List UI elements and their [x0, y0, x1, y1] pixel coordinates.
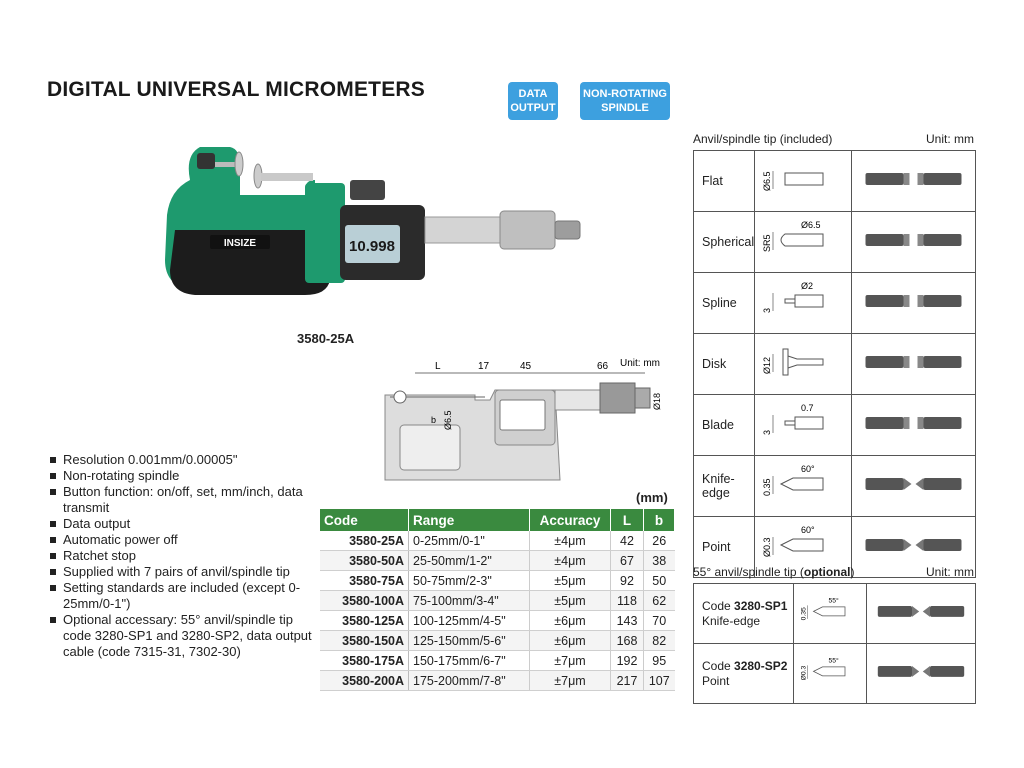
col-range: Range: [409, 509, 530, 531]
tip-name: Disk: [694, 334, 755, 395]
model-label: 3580-25A: [297, 331, 355, 346]
range-cell: 150-175mm/6-7": [409, 651, 530, 671]
tip-dimension: 3: [762, 429, 773, 435]
optional-tips-table: [693, 583, 976, 704]
data-button: [350, 180, 385, 200]
range-cell: 175-200mm/7-8": [409, 671, 530, 691]
tip-row: [694, 395, 976, 456]
tip-dimension: Ø12: [762, 356, 773, 374]
tip-dimension: 60°: [801, 525, 815, 535]
code-cell: 3580-25A: [320, 531, 409, 551]
tip-photo-cell: [852, 456, 976, 517]
optional-tip-code: 3280-SP1: [734, 598, 788, 613]
tip-photo: [867, 644, 975, 698]
tip-photo: [852, 395, 975, 450]
spec-row: [320, 651, 675, 671]
code-cell: 3580-50A: [320, 551, 409, 571]
spec-row: [320, 531, 675, 551]
accuracy-cell: ±7μm: [530, 671, 611, 691]
optional-photo-cell: [867, 584, 976, 644]
l-cell: 143: [611, 611, 644, 631]
tip-drawing-cell: [755, 456, 852, 517]
tip-dimension: SR5: [762, 234, 773, 252]
tip-dimension: Ø6.5: [762, 171, 773, 191]
code-cell: 3580-150A: [320, 631, 409, 651]
tip-dimension: Ø2: [801, 281, 814, 291]
feature-item: Automatic power off: [48, 532, 318, 548]
data-output-badge: DATA OUTPUT: [508, 82, 558, 120]
tip-dimension: 55°: [828, 597, 839, 605]
accuracy-cell: ±4μm: [530, 531, 611, 551]
dimension-drawing: [375, 355, 675, 485]
optional-tip-code: 3280-SP2: [734, 658, 788, 673]
tip-drawing: [755, 456, 851, 511]
svg-text:L: L: [435, 361, 441, 372]
tips-unit: Unit: mm: [926, 132, 974, 146]
tip-dimension: Ø0.3: [800, 665, 808, 681]
svg-text:45: 45: [520, 361, 532, 372]
drawing-unit: Unit: mm: [620, 358, 660, 369]
code-cell: 3580-100A: [320, 591, 409, 611]
svg-text:66: 66: [597, 361, 609, 372]
accuracy-cell: ±6μm: [530, 631, 611, 651]
tip-name: Spline: [694, 273, 755, 334]
tip-drawing-cell: [755, 212, 852, 273]
range-cell: 25-50mm/1-2": [409, 551, 530, 571]
tip-drawing-cell: [755, 151, 852, 212]
b-cell: 26: [644, 531, 675, 551]
tip-photo-cell: [852, 273, 976, 334]
optional-tip-type: Knife-edge: [702, 613, 761, 628]
col-accuracy: Accuracy: [530, 509, 611, 531]
range-cell: 125-150mm/5-6": [409, 631, 530, 651]
tip-dimension: 3: [762, 307, 773, 313]
tip-photo: [852, 334, 975, 389]
optional-unit: Unit: mm: [926, 565, 974, 579]
range-cell: 75-100mm/3-4": [409, 591, 530, 611]
svg-text:Ø18: Ø18: [652, 392, 662, 410]
tip-photo-cell: [852, 212, 976, 273]
code-cell: 3580-175A: [320, 651, 409, 671]
spec-row: [320, 611, 675, 631]
feature-item: Optional accessary: 55° anvil/spindle tip code 3280-SP1 and 3280-SP2, data output cable (code 7315-31, 7302-30): [48, 612, 318, 660]
range-cell: 50-75mm/2-3": [409, 571, 530, 591]
col-b: b: [644, 509, 675, 531]
tip-photo-cell: [852, 395, 976, 456]
tip-name: Point: [694, 517, 755, 578]
tip-dimension: 0.35: [800, 607, 808, 621]
tip-name: Blade: [694, 395, 755, 456]
l-cell: 217: [611, 671, 644, 691]
tip-drawing: [755, 395, 851, 450]
spec-row: [320, 551, 675, 571]
tip-drawing: [794, 584, 866, 638]
tip-drawing: [755, 151, 851, 206]
b-cell: 62: [644, 591, 675, 611]
optional-drawing-cell: [794, 584, 867, 644]
tip-name: Flat: [694, 151, 755, 212]
tip-photo: [852, 517, 975, 572]
code-cell: 3580-75A: [320, 571, 409, 591]
micrometer-product-image: [155, 135, 585, 305]
svg-text:b: b: [431, 415, 437, 425]
tip-drawing: [755, 212, 851, 267]
optional-caption: 55° anvil/spindle tip (optional): [693, 565, 855, 579]
code-cell: 3580-125A: [320, 611, 409, 631]
tip-row: [694, 273, 976, 334]
tip-dimension: 0.35: [762, 478, 773, 496]
optional-tip-name: Code 3280-SP2 Point: [694, 644, 794, 704]
tip-photo: [852, 212, 975, 267]
anvil-clamp: [197, 153, 215, 169]
tip-drawing: [755, 334, 851, 389]
b-cell: 70: [644, 611, 675, 631]
col-l: L: [611, 509, 644, 531]
accuracy-cell: ±4μm: [530, 551, 611, 571]
tip-drawing-cell: [755, 273, 852, 334]
accuracy-cell: ±7μm: [530, 651, 611, 671]
optional-drawing-cell: [794, 644, 867, 704]
feature-item: Supplied with 7 pairs of anvil/spindle tip: [48, 564, 318, 580]
tip-drawing: [794, 644, 866, 698]
range-cell: 100-125mm/4-5": [409, 611, 530, 631]
tip-row: [694, 456, 976, 517]
feature-item: Resolution 0.001mm/0.00005": [48, 452, 318, 468]
tips-table: [693, 150, 976, 578]
optional-tip-row: [694, 644, 976, 704]
col-code: Code: [320, 509, 409, 531]
tip-row: [694, 212, 976, 273]
tip-drawing-cell: [755, 395, 852, 456]
range-cell: 0-25mm/0-1": [409, 531, 530, 551]
l-cell: 192: [611, 651, 644, 671]
tip-photo-cell: [852, 334, 976, 395]
accuracy-cell: ±5μm: [530, 571, 611, 591]
feature-item: Setting standards are included (except 0-25mm/0-1"): [48, 580, 318, 612]
optional-photo-cell: [867, 644, 976, 704]
tip-drawing: [755, 517, 851, 572]
tip-name: Knife-edge: [694, 456, 755, 517]
feature-item: Data output: [48, 516, 318, 532]
l-cell: 92: [611, 571, 644, 591]
tip-photo-cell: [852, 151, 976, 212]
optional-tip-name: Code 3280-SP1 Knife-edge: [694, 584, 794, 644]
spec-unit: (mm): [636, 490, 668, 505]
tip-photo: [852, 151, 975, 206]
l-cell: 67: [611, 551, 644, 571]
code-cell: 3580-200A: [320, 671, 409, 691]
feature-item: Non-rotating spindle: [48, 468, 318, 484]
spec-row: [320, 591, 675, 611]
tip-dimension: 55°: [828, 657, 839, 665]
non-rotating-spindle-badge: NON-ROTATING SPINDLE: [580, 82, 670, 120]
tip-dimension: Ø6.5: [801, 220, 821, 230]
b-cell: 82: [644, 631, 675, 651]
svg-text:17: 17: [478, 361, 490, 372]
l-cell: 168: [611, 631, 644, 651]
feature-item: Ratchet stop: [48, 548, 318, 564]
spec-row: [320, 671, 675, 691]
brand-logo: INSIZE: [223, 238, 257, 249]
accuracy-cell: ±6μm: [530, 611, 611, 631]
tip-drawing-cell: [755, 334, 852, 395]
tip-photo: [867, 584, 975, 638]
tip-photo: [852, 456, 975, 511]
tip-dimension: 60°: [801, 464, 815, 474]
b-cell: 107: [644, 671, 675, 691]
tip-name: Spherical: [694, 212, 755, 273]
feature-list: [48, 452, 318, 660]
tips-caption: Anvil/spindle tip (included): [693, 132, 833, 146]
spec-row: [320, 571, 675, 591]
optional-tip-type: Point: [702, 673, 730, 688]
tip-row: [694, 151, 976, 212]
spec-row: [320, 631, 675, 651]
tip-dimension: 0.7: [801, 403, 814, 413]
tip-photo: [852, 273, 975, 328]
l-cell: 42: [611, 531, 644, 551]
b-cell: 38: [644, 551, 675, 571]
page-title: DIGITAL UNIVERSAL MICROMETERS: [47, 78, 425, 101]
tip-drawing: [755, 273, 851, 328]
b-cell: 95: [644, 651, 675, 671]
tip-dimension: Ø0.3: [762, 537, 773, 557]
l-cell: 118: [611, 591, 644, 611]
tip-row: [694, 334, 976, 395]
svg-text:Ø6.5: Ø6.5: [443, 410, 453, 430]
optional-tip-row: [694, 584, 976, 644]
b-cell: 50: [644, 571, 675, 591]
spec-table: [320, 509, 675, 691]
lcd-reading: 10.998: [349, 238, 395, 255]
feature-item: Button function: on/off, set, mm/inch, data transmit: [48, 484, 318, 516]
accuracy-cell: ±5μm: [530, 591, 611, 611]
